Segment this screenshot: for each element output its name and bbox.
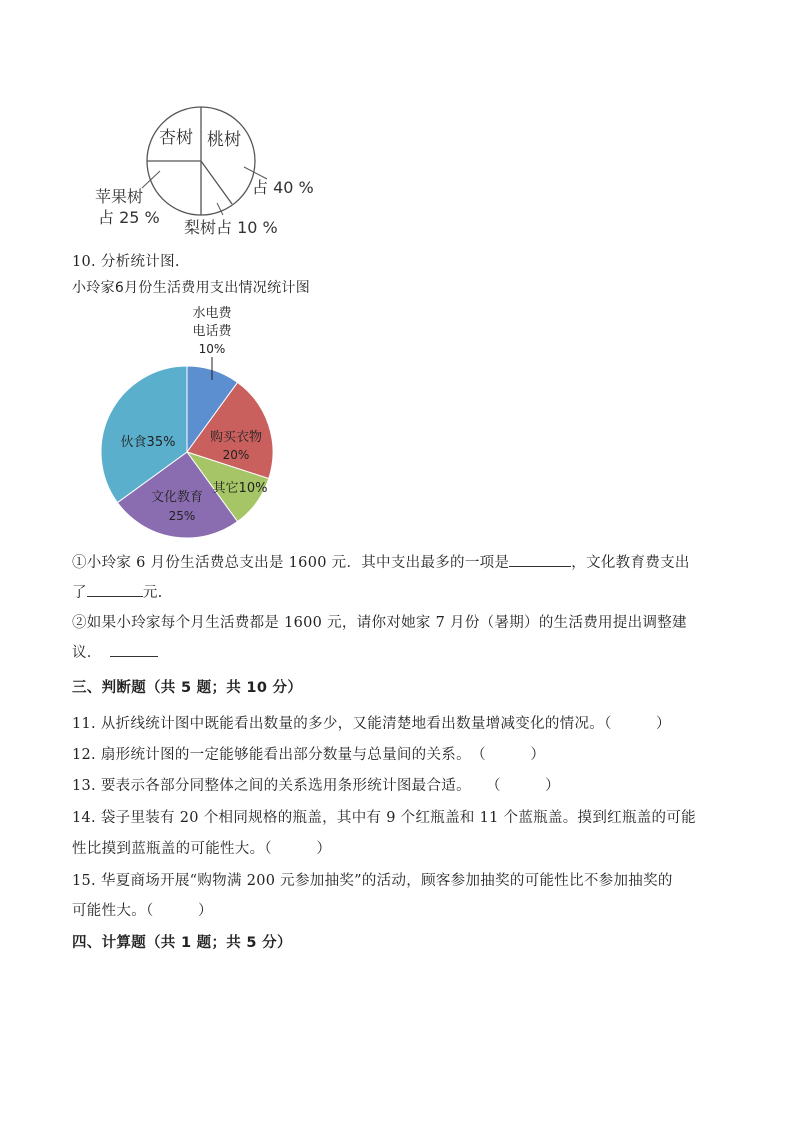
expense-chart-title: 小玲家6月份生活费用支出情况统计图 [72,280,311,296]
fruit-label-apricot: 杏树 [159,128,193,148]
fruit-leader-pear [217,203,223,215]
answer-blank-largest-item[interactable] [509,552,571,567]
question-11: 11. 从折线统计图中既能看出数量的多少，又能清楚地看出数量增减变化的情况。（ ） [72,716,671,732]
section-3-heading: 三、判断题（共 5 题；共 10 分） [72,680,303,696]
question-10-title: 10. 分析统计图. [72,254,180,270]
q10-part2-text: 议． [72,645,102,661]
pie-label-education-2: 25% [168,509,196,523]
question-14-line-1: 14. 袋子里装有 20 个相同规格的瓶盖，其中有 9 个红瓶盖和 11 个蓝瓶盖。摸到红瓶盖的可能 [72,810,696,826]
pie-label-education-1: 文化教育 [150,490,204,505]
pie-label-other: 其它10% [212,481,268,496]
pie-label-utilities-3: 10% [198,342,226,356]
question-12: 12. 扇形统计图的一定能够能看出部分数量与总量间的关系。 （ ） [72,747,546,763]
fruit-label-apple-pct: 占 25 % [98,208,160,227]
answer-blank-education-cost[interactable] [87,582,143,597]
pie-label-clothing-2: 20% [222,448,250,462]
fruit-tree-pie-chart [80,95,330,240]
pie-label-utilities-1: 水电费 [192,306,232,321]
section-4-heading: 四、计算题（共 1 题；共 5 分） [72,935,292,951]
expense-pie-chart [80,300,300,545]
answer-blank-suggestion[interactable] [110,642,158,657]
fruit-label-pear: 梨树占 10 % [184,218,278,237]
q10-part1-text-a: ①小玲家 6 月份生活费总支出是 1600 元．其中支出最多的一项是 [72,555,510,571]
question-10-part-1-line-2 [72,581,163,602]
question-15-line-2: 可能性大。（ ） [72,903,213,919]
pie-label-food: 伙食35% [120,435,176,450]
fruit-pie-divider-pear [201,161,232,204]
fruit-label-peach-pct: 占 40 % [252,178,314,197]
fruit-label-apple-name: 苹果树 [95,187,144,206]
question-10-part-1-line-1 [72,551,690,572]
question-10-part-2-line-2 [72,641,158,662]
pie-label-utilities-2: 电话费 [192,324,232,339]
question-15-line-1: 15. 华夏商场开展“购物满 200 元参加抽奖”的活动，顾客参加抽奖的可能性比不参加抽奖的 [72,873,673,889]
q10-part1-text-b: ，文化教育费支出 [571,555,690,571]
fruit-label-peach: 桃树 [207,130,241,150]
question-10-part-2-line-1: ②如果小玲家每个月生活费都是 1600 元，请你对她家 7 月份（暑期）的生活费用提出调整建 [72,615,687,631]
question-13: 13. 要表示各部分同整体之间的关系选用条形统计图最合适。 （ ） [72,778,560,794]
pie-label-clothing-1: 购买衣物 [209,430,263,445]
q10-part1-text-d: 元. [142,585,163,601]
q10-part1-text-c: 了 [72,585,87,601]
question-14-line-2: 性比摸到蓝瓶盖的可能性大。（ ） [72,841,332,857]
fruit-leader-apple [142,171,160,188]
